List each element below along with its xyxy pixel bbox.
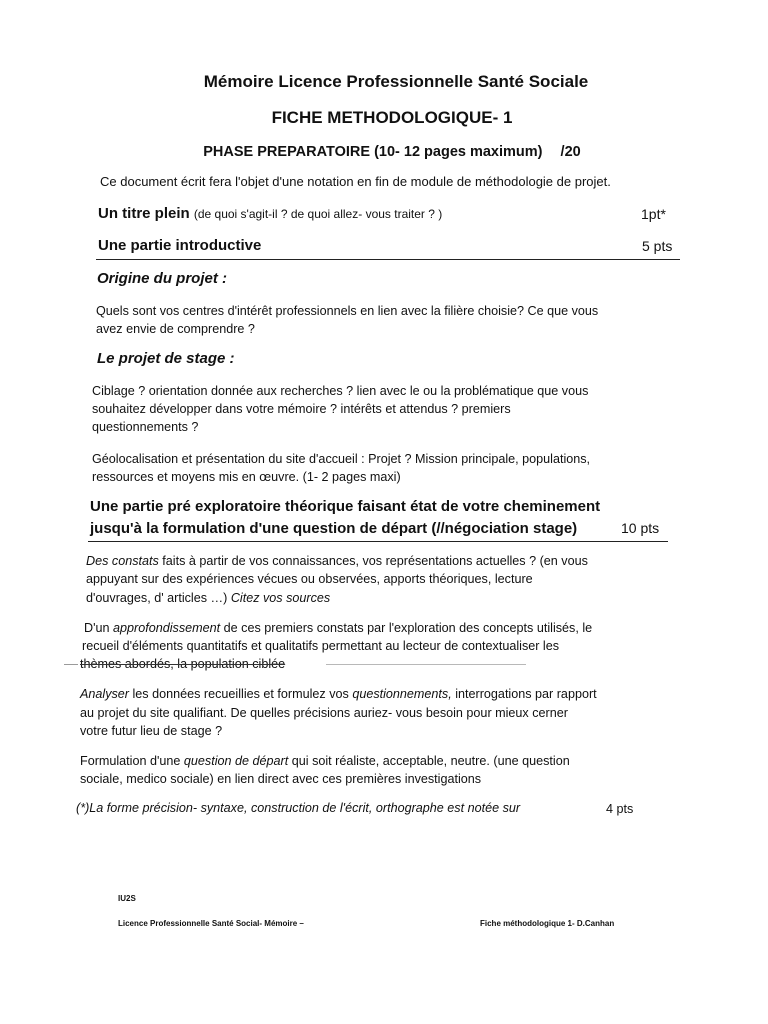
projet-stage-p2-line-1: Géolocalisation et présentation du site d'accueil : Projet ? Mission principale, populations, bbox=[92, 452, 591, 466]
constats-line-3 bbox=[86, 589, 330, 607]
section-intro-label: Une partie introductive bbox=[98, 237, 262, 254]
analyser-questionnements: questionnements, bbox=[352, 687, 452, 701]
document-subtitle: FICHE METHODOLOGIQUE- 1 bbox=[271, 108, 513, 127]
document-title: Mémoire Licence Professionnelle Santé Sociale bbox=[203, 72, 589, 91]
analyser-line-2: au projet du site qualifiant. De quelles précisions auriez- vous besoin pour mieux cerner bbox=[80, 706, 568, 720]
constats-sources: Citez vos sources bbox=[230, 591, 331, 605]
intro-text: Ce document écrit fera l'objet d'une notation en fin de module de méthodologie de projet. bbox=[100, 174, 611, 189]
form-note: (*)La forme précision- syntaxe, construction de l'écrit, orthographe est notée sur bbox=[76, 801, 521, 815]
section-titre-label: Un titre plein bbox=[98, 205, 190, 222]
footer-org: IU2S bbox=[118, 894, 136, 903]
approfondissement-line-2: recueil d'éléments quantitatifs et qualitatifs permettant au lecteur de contextualiser les bbox=[82, 639, 560, 653]
origine-line-2: avez envie de comprendre ? bbox=[96, 322, 255, 336]
form-note-points: 4 pts bbox=[606, 802, 634, 816]
phase-heading bbox=[8, 144, 768, 160]
analyser-em: Analyser bbox=[80, 687, 129, 701]
section-titre-hint: (de quoi s'agit-il ? de quoi allez- vous traiter ? ) bbox=[193, 207, 443, 221]
phase-score: /20 bbox=[560, 144, 581, 160]
formulation-start: Formulation d'une bbox=[80, 754, 184, 768]
formulation-line-1 bbox=[80, 752, 570, 770]
projet-stage-p1-line-1: Ciblage ? orientation donnée aux recherches ? lien avec le ou la problématique que vous bbox=[92, 384, 589, 398]
pre-exploratoire-line-1: Une partie pré exploratoire théorique faisant état de votre cheminement bbox=[90, 498, 601, 515]
constats-line-1-rest: faits à partir de vos connaissances, vos représentations actuelles ? (en vous bbox=[158, 554, 588, 568]
constats-line-3-start: d'ouvrages, d' articles …) bbox=[86, 591, 231, 605]
footer-right: Fiche méthodologique 1- D.Canhan bbox=[480, 919, 615, 928]
formulation-line-2: sociale, medico sociale) en lien direct avec ces premières investigations bbox=[80, 772, 482, 786]
projet-stage-p1-line-3: questionnements ? bbox=[92, 420, 199, 434]
constats-line-1 bbox=[86, 552, 588, 570]
pre-exploratoire-points: 10 pts bbox=[621, 520, 660, 536]
analyser-mid: les données recueillies et formulez vos bbox=[129, 687, 353, 701]
analyser-line-3: votre futur lieu de stage ? bbox=[80, 724, 223, 738]
formulation-em: question de départ bbox=[183, 754, 289, 768]
projet-stage-heading: Le projet de stage : bbox=[97, 350, 235, 367]
analyser-line-1 bbox=[80, 685, 597, 703]
phase-label: PHASE PREPARATOIRE (10- 12 pages maximum) bbox=[203, 144, 543, 160]
constats-line-2: appuyant sur des expériences vécues ou observées, apports théoriques, lecture bbox=[86, 572, 533, 586]
constats-em: Des constats bbox=[86, 554, 159, 568]
formulation-rest: qui soit réaliste, acceptable, neutre. (une question bbox=[288, 754, 570, 768]
projet-stage-p2-line-2: ressources et moyens mis en œuvre. (1- 2 pages maxi) bbox=[92, 470, 401, 484]
approfondissement-line-3: thèmes abordés, la population ciblée bbox=[80, 657, 286, 671]
scan-mark-left bbox=[64, 664, 78, 665]
pre-exploratoire-rule bbox=[88, 541, 668, 542]
scan-mark-right bbox=[326, 664, 526, 665]
approfondissement-start: D'un bbox=[84, 621, 114, 635]
section-titre bbox=[98, 205, 442, 222]
approfondissement-rest: de ces premiers constats par l'exploration des concepts utilisés, le bbox=[220, 621, 593, 635]
section-intro-points: 5 pts bbox=[642, 238, 673, 254]
origine-heading: Origine du projet : bbox=[97, 270, 227, 287]
section-titre-points: 1pt* bbox=[641, 206, 666, 222]
projet-stage-p1-line-2: souhaitez développer dans votre mémoire ? intérêts et attendus ? premiers bbox=[92, 402, 511, 416]
origine-line-1: Quels sont vos centres d'intérêt professionnels en lien avec la filière choisie? Ce que vous bbox=[96, 304, 599, 318]
approfondissement-line-1 bbox=[84, 619, 592, 637]
approfondissement-em: approfondissement bbox=[113, 621, 221, 635]
section-intro-rule bbox=[96, 259, 680, 260]
footer-left: Licence Professionnelle Santé Social- Mémoire – bbox=[118, 919, 304, 928]
analyser-rest: interrogations par rapport bbox=[451, 687, 597, 701]
pre-exploratoire-line-2: jusqu'à la formulation d'une question de départ (//négociation stage) bbox=[90, 520, 578, 537]
